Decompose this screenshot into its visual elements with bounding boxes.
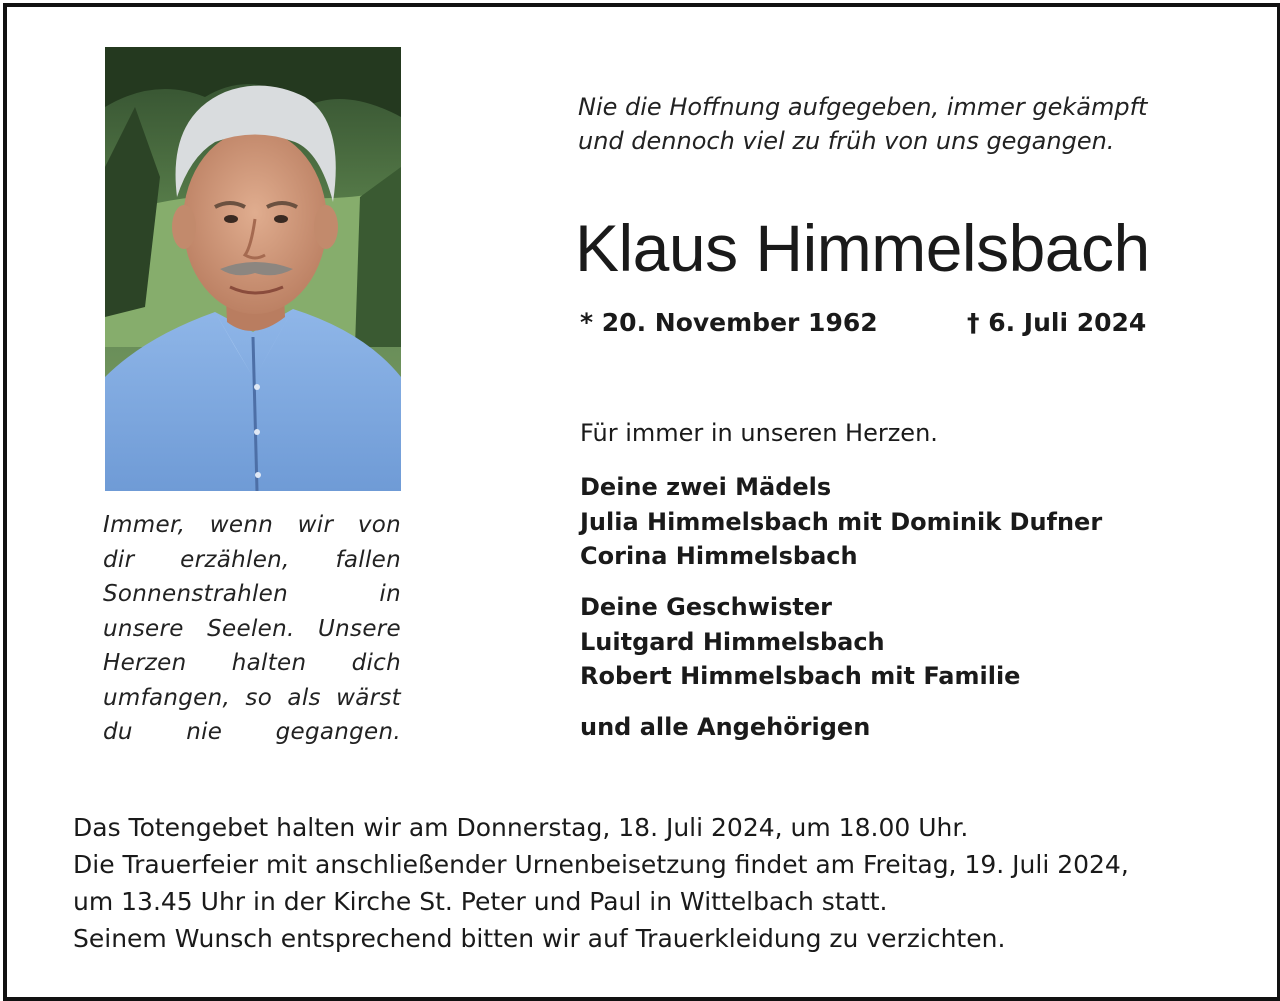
service-details — [73, 809, 1253, 957]
service-line: Die Trauerfeier mit anschließender Urnenbeisetzung findet am Freitag, 19. Juli 2024, — [73, 850, 1129, 879]
group-heading: Deine zwei Mädels — [580, 473, 832, 501]
service-line: Das Totengebet halten wir am Donnerstag, 18. Juli 2024, um 18.00 Uhr. — [73, 813, 969, 842]
service-line: Seinem Wunsch entsprechend bitten wir auf Trauerkleidung zu verzichten. — [73, 924, 1006, 953]
closing-text: und alle Angehörigen — [580, 713, 871, 741]
life-dates — [580, 305, 1147, 341]
motto-line: und dennoch viel zu früh von uns gegangen. — [578, 127, 1115, 155]
poem-line: dir erzählen, fallen — [103, 546, 401, 573]
poem-line: Herzen halten dich — [103, 650, 401, 676]
deceased-name: Klaus Himmelsbach — [575, 211, 1150, 285]
poem-line: umfangen, so als wärst — [103, 684, 401, 711]
mourner-group-siblings — [580, 590, 1260, 694]
intro-text: Für immer in unseren Herzen. — [580, 419, 938, 447]
poem — [103, 508, 401, 750]
poem-line: unsere Seelen. Unsere — [103, 615, 401, 642]
mourners-closing — [580, 710, 1260, 745]
mourner-name: Luitgard Himmelsbach — [580, 627, 885, 656]
mourner-name: Julia Himmelsbach mit Dominik Dufner — [580, 507, 1103, 536]
mourners-intro — [580, 416, 1260, 451]
death-date: † 6. Juli 2024 — [967, 308, 1147, 337]
poem-line: du nie gegangen. — [103, 719, 401, 745]
mourner-name: Corina Himmelsbach — [580, 542, 858, 570]
mourner-name: Robert Himmelsbach mit Familie — [580, 662, 1021, 690]
motto-line: Nie die Hoffnung aufgegeben, immer gekämpft — [578, 93, 1148, 121]
motto-quote — [578, 90, 1238, 158]
poem-line: Immer, wenn wir von — [103, 512, 401, 538]
birth-date: * 20. November 1962 — [580, 308, 878, 337]
mourner-group-daughters — [580, 470, 1260, 574]
portrait-photo — [105, 47, 401, 491]
service-line: um 13.45 Uhr in der Kirche St. Peter und Paul in Wittelbach statt. — [73, 887, 888, 916]
poem-line: Sonnenstrahlen in — [103, 581, 401, 607]
group-heading: Deine Geschwister — [580, 593, 832, 621]
